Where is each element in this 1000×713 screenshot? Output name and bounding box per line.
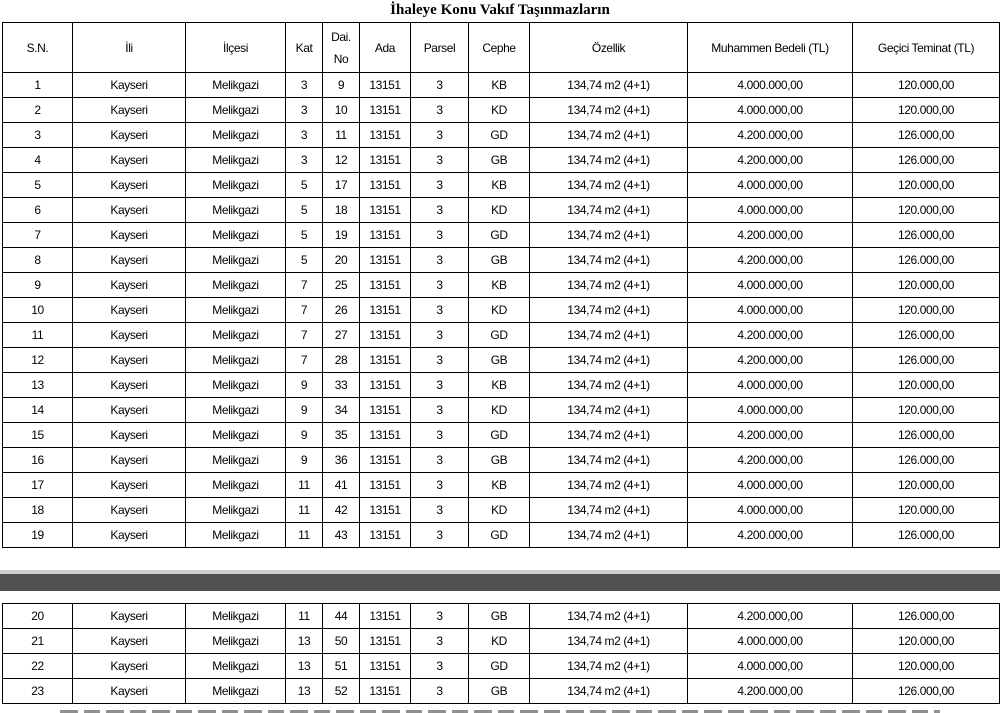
- cell-ilcesi: Melikgazi: [186, 148, 286, 173]
- cell-ili: Kayseri: [73, 148, 186, 173]
- table-row: [3, 298, 1000, 323]
- cell-ilcesi: Melikgazi: [186, 173, 286, 198]
- table-row: [3, 523, 1000, 548]
- table-body-page-2: [3, 604, 1000, 704]
- cell-ilcesi: Melikgazi: [186, 348, 286, 373]
- cell-kat: 9: [286, 448, 323, 473]
- cell-ili: Kayseri: [73, 198, 186, 223]
- header-ada: Ada: [360, 23, 411, 73]
- cell-ozellik: 134,74 m2 (4+1): [530, 423, 688, 448]
- header-ilcesi: İlçesi: [186, 23, 286, 73]
- cell-cephe: GB: [469, 148, 530, 173]
- cell-kat: 11: [286, 604, 323, 629]
- table-row: [3, 654, 1000, 679]
- cell-sn: 9: [3, 273, 73, 298]
- cell-ozellik: 134,74 m2 (4+1): [530, 123, 688, 148]
- cell-gecici-teminat: 126.000,00: [853, 223, 1000, 248]
- cell-cephe: KD: [469, 298, 530, 323]
- cell-daire-no: 44: [323, 604, 360, 629]
- cell-kat: 13: [286, 654, 323, 679]
- cell-parsel: 3: [411, 73, 469, 98]
- cell-kat: 7: [286, 323, 323, 348]
- cell-ada: 13151: [360, 423, 411, 448]
- cell-muhammen-bedeli: 4.000.000,00: [688, 73, 853, 98]
- table-row: [3, 473, 1000, 498]
- cell-cephe: GD: [469, 523, 530, 548]
- table-row: [3, 398, 1000, 423]
- cell-ozellik: 134,74 m2 (4+1): [530, 298, 688, 323]
- cell-gecici-teminat: 126.000,00: [853, 604, 1000, 629]
- cell-ili: Kayseri: [73, 123, 186, 148]
- cell-gecici-teminat: 120.000,00: [853, 298, 1000, 323]
- cell-ada: 13151: [360, 498, 411, 523]
- cell-daire-no: 43: [323, 523, 360, 548]
- cell-muhammen-bedeli: 4.000.000,00: [688, 273, 853, 298]
- table-row: [3, 629, 1000, 654]
- cell-gecici-teminat: 126.000,00: [853, 123, 1000, 148]
- table-row: [3, 423, 1000, 448]
- cell-ilcesi: Melikgazi: [186, 604, 286, 629]
- cell-cephe: GB: [469, 604, 530, 629]
- header-parsel: Parsel: [411, 23, 469, 73]
- cell-daire-no: 50: [323, 629, 360, 654]
- cell-ada: 13151: [360, 298, 411, 323]
- cell-ili: Kayseri: [73, 98, 186, 123]
- cell-muhammen-bedeli: 4.200.000,00: [688, 248, 853, 273]
- cell-ilcesi: Melikgazi: [186, 198, 286, 223]
- cell-gecici-teminat: 120.000,00: [853, 629, 1000, 654]
- cell-ozellik: 134,74 m2 (4+1): [530, 148, 688, 173]
- cell-parsel: 3: [411, 629, 469, 654]
- table-row: [3, 323, 1000, 348]
- cell-ili: Kayseri: [73, 273, 186, 298]
- cell-ilcesi: Melikgazi: [186, 98, 286, 123]
- cell-sn: 5: [3, 173, 73, 198]
- cell-ili: Kayseri: [73, 448, 186, 473]
- table-row: [3, 373, 1000, 398]
- cell-daire-no: 11: [323, 123, 360, 148]
- cell-muhammen-bedeli: 4.000.000,00: [688, 498, 853, 523]
- cell-daire-no: 27: [323, 323, 360, 348]
- cell-ili: Kayseri: [73, 604, 186, 629]
- cell-ili: Kayseri: [73, 223, 186, 248]
- table-row: [3, 73, 1000, 98]
- cell-ilcesi: Melikgazi: [186, 654, 286, 679]
- cell-ili: Kayseri: [73, 473, 186, 498]
- cell-ada: 13151: [360, 473, 411, 498]
- cell-ilcesi: Melikgazi: [186, 423, 286, 448]
- cell-cephe: GB: [469, 448, 530, 473]
- cell-ada: 13151: [360, 323, 411, 348]
- cell-ilcesi: Melikgazi: [186, 629, 286, 654]
- header-daire-no: [323, 23, 360, 73]
- cell-kat: 11: [286, 523, 323, 548]
- cell-ilcesi: Melikgazi: [186, 273, 286, 298]
- cell-ozellik: 134,74 m2 (4+1): [530, 473, 688, 498]
- cell-daire-no: 28: [323, 348, 360, 373]
- cell-parsel: 3: [411, 523, 469, 548]
- cell-cephe: GD: [469, 123, 530, 148]
- cell-daire-no: 34: [323, 398, 360, 423]
- cell-daire-no: 41: [323, 473, 360, 498]
- table-row: [3, 198, 1000, 223]
- cell-muhammen-bedeli: 4.200.000,00: [688, 348, 853, 373]
- cell-daire-no: 18: [323, 198, 360, 223]
- cell-sn: 12: [3, 348, 73, 373]
- cell-cephe: GB: [469, 679, 530, 704]
- property-table-page-2: [2, 603, 1000, 704]
- cell-ada: 13151: [360, 523, 411, 548]
- cell-sn: 10: [3, 298, 73, 323]
- cell-kat: 7: [286, 298, 323, 323]
- cell-sn: 20: [3, 604, 73, 629]
- cell-ada: 13151: [360, 148, 411, 173]
- cell-daire-no: 51: [323, 654, 360, 679]
- cell-gecici-teminat: 120.000,00: [853, 198, 1000, 223]
- cell-ada: 13151: [360, 173, 411, 198]
- cell-parsel: 3: [411, 398, 469, 423]
- cell-kat: 13: [286, 629, 323, 654]
- cell-ilcesi: Melikgazi: [186, 679, 286, 704]
- cell-ilcesi: Melikgazi: [186, 448, 286, 473]
- table-row: [3, 498, 1000, 523]
- cell-gecici-teminat: 120.000,00: [853, 373, 1000, 398]
- cell-parsel: 3: [411, 273, 469, 298]
- cell-ada: 13151: [360, 248, 411, 273]
- cell-cephe: KD: [469, 629, 530, 654]
- cell-kat: 13: [286, 679, 323, 704]
- cell-cephe: GD: [469, 423, 530, 448]
- cell-ili: Kayseri: [73, 73, 186, 98]
- cell-daire-no: 52: [323, 679, 360, 704]
- cell-gecici-teminat: 120.000,00: [853, 498, 1000, 523]
- cell-muhammen-bedeli: 4.200.000,00: [688, 123, 853, 148]
- cell-sn: 15: [3, 423, 73, 448]
- cell-sn: 13: [3, 373, 73, 398]
- cell-muhammen-bedeli: 4.200.000,00: [688, 148, 853, 173]
- cell-gecici-teminat: 126.000,00: [853, 323, 1000, 348]
- cell-sn: 7: [3, 223, 73, 248]
- cell-cephe: GD: [469, 223, 530, 248]
- cell-cephe: KB: [469, 373, 530, 398]
- cell-gecici-teminat: 126.000,00: [853, 679, 1000, 704]
- cell-ada: 13151: [360, 73, 411, 98]
- cell-kat: 9: [286, 423, 323, 448]
- cell-ada: 13151: [360, 448, 411, 473]
- cell-daire-no: 17: [323, 173, 360, 198]
- cell-ili: Kayseri: [73, 348, 186, 373]
- cell-ili: Kayseri: [73, 298, 186, 323]
- cell-ili: Kayseri: [73, 323, 186, 348]
- cell-ilcesi: Melikgazi: [186, 523, 286, 548]
- cell-cephe: KD: [469, 398, 530, 423]
- property-table-page-1: [2, 22, 1000, 548]
- cell-ili: Kayseri: [73, 523, 186, 548]
- cell-gecici-teminat: 120.000,00: [853, 273, 1000, 298]
- cell-gecici-teminat: 126.000,00: [853, 248, 1000, 273]
- cell-daire-no: 42: [323, 498, 360, 523]
- cell-ozellik: 134,74 m2 (4+1): [530, 448, 688, 473]
- cell-muhammen-bedeli: 4.200.000,00: [688, 423, 853, 448]
- header-daire-no-line2: No: [333, 51, 349, 66]
- cell-ili: Kayseri: [73, 654, 186, 679]
- cell-kat: 5: [286, 198, 323, 223]
- cell-sn: 18: [3, 498, 73, 523]
- cell-cephe: KB: [469, 473, 530, 498]
- cell-muhammen-bedeli: 4.200.000,00: [688, 604, 853, 629]
- cell-kat: 5: [286, 173, 323, 198]
- cell-gecici-teminat: 126.000,00: [853, 523, 1000, 548]
- cell-gecici-teminat: 126.000,00: [853, 423, 1000, 448]
- cell-parsel: 3: [411, 98, 469, 123]
- cell-sn: 4: [3, 148, 73, 173]
- cell-ozellik: 134,74 m2 (4+1): [530, 679, 688, 704]
- table-row: [3, 173, 1000, 198]
- cell-muhammen-bedeli: 4.000.000,00: [688, 654, 853, 679]
- cell-ilcesi: Melikgazi: [186, 223, 286, 248]
- cell-cephe: KD: [469, 498, 530, 523]
- cell-ilcesi: Melikgazi: [186, 473, 286, 498]
- cell-ozellik: 134,74 m2 (4+1): [530, 348, 688, 373]
- cell-kat: 9: [286, 373, 323, 398]
- cell-ada: 13151: [360, 654, 411, 679]
- table-row: [3, 98, 1000, 123]
- header-ozellik: Özellik: [530, 23, 688, 73]
- cell-sn: 21: [3, 629, 73, 654]
- cell-muhammen-bedeli: 4.000.000,00: [688, 473, 853, 498]
- cell-ada: 13151: [360, 398, 411, 423]
- cell-parsel: 3: [411, 604, 469, 629]
- cell-ilcesi: Melikgazi: [186, 123, 286, 148]
- cell-ilcesi: Melikgazi: [186, 498, 286, 523]
- table-row: [3, 348, 1000, 373]
- cell-ozellik: 134,74 m2 (4+1): [530, 629, 688, 654]
- cell-muhammen-bedeli: 4.000.000,00: [688, 298, 853, 323]
- cell-kat: 3: [286, 73, 323, 98]
- cell-kat: 7: [286, 348, 323, 373]
- table-row: [3, 273, 1000, 298]
- cell-muhammen-bedeli: 4.000.000,00: [688, 398, 853, 423]
- cell-daire-no: 12: [323, 148, 360, 173]
- cell-sn: 19: [3, 523, 73, 548]
- cell-ozellik: 134,74 m2 (4+1): [530, 248, 688, 273]
- cell-kat: 11: [286, 498, 323, 523]
- cell-daire-no: 36: [323, 448, 360, 473]
- cell-parsel: 3: [411, 198, 469, 223]
- cell-ada: 13151: [360, 198, 411, 223]
- cell-parsel: 3: [411, 223, 469, 248]
- header-cephe: Cephe: [469, 23, 530, 73]
- table-row: [3, 148, 1000, 173]
- cell-parsel: 3: [411, 423, 469, 448]
- cell-parsel: 3: [411, 248, 469, 273]
- cell-cephe: GD: [469, 654, 530, 679]
- cell-daire-no: 26: [323, 298, 360, 323]
- cell-parsel: 3: [411, 473, 469, 498]
- cell-ilcesi: Melikgazi: [186, 298, 286, 323]
- cell-daire-no: 10: [323, 98, 360, 123]
- cell-parsel: 3: [411, 654, 469, 679]
- cell-ada: 13151: [360, 679, 411, 704]
- cell-daire-no: 19: [323, 223, 360, 248]
- cut-off-text-line: [0, 706, 1000, 713]
- cell-parsel: 3: [411, 348, 469, 373]
- cell-kat: 3: [286, 148, 323, 173]
- cell-muhammen-bedeli: 4.200.000,00: [688, 323, 853, 348]
- cell-ili: Kayseri: [73, 679, 186, 704]
- cell-cephe: KB: [469, 273, 530, 298]
- table-row: [3, 679, 1000, 704]
- cell-ada: 13151: [360, 604, 411, 629]
- cell-ozellik: 134,74 m2 (4+1): [530, 604, 688, 629]
- cell-sn: 2: [3, 98, 73, 123]
- cell-muhammen-bedeli: 4.000.000,00: [688, 198, 853, 223]
- cell-sn: 23: [3, 679, 73, 704]
- cell-muhammen-bedeli: 4.200.000,00: [688, 223, 853, 248]
- cell-sn: 11: [3, 323, 73, 348]
- cell-ili: Kayseri: [73, 373, 186, 398]
- header-muhammen-bedeli: Muhammen Bedeli (TL): [688, 23, 853, 73]
- cell-ili: Kayseri: [73, 173, 186, 198]
- table-row: [3, 223, 1000, 248]
- cell-sn: 1: [3, 73, 73, 98]
- table-row: [3, 123, 1000, 148]
- cell-daire-no: 33: [323, 373, 360, 398]
- cell-parsel: 3: [411, 498, 469, 523]
- table-row: [3, 248, 1000, 273]
- cell-kat: 5: [286, 223, 323, 248]
- cell-muhammen-bedeli: 4.000.000,00: [688, 98, 853, 123]
- cell-ilcesi: Melikgazi: [186, 73, 286, 98]
- cell-gecici-teminat: 120.000,00: [853, 398, 1000, 423]
- cell-kat: 9: [286, 398, 323, 423]
- cell-ilcesi: Melikgazi: [186, 398, 286, 423]
- table-row: [3, 604, 1000, 629]
- cell-ozellik: 134,74 m2 (4+1): [530, 498, 688, 523]
- table-body-page-1: [3, 73, 1000, 548]
- cell-gecici-teminat: 120.000,00: [853, 98, 1000, 123]
- header-daire-no-line1: Dai.: [331, 29, 351, 44]
- cell-ilcesi: Melikgazi: [186, 373, 286, 398]
- cell-gecici-teminat: 120.000,00: [853, 73, 1000, 98]
- cell-ilcesi: Melikgazi: [186, 248, 286, 273]
- cell-ilcesi: Melikgazi: [186, 323, 286, 348]
- cell-ada: 13151: [360, 273, 411, 298]
- cell-cephe: GD: [469, 323, 530, 348]
- cell-kat: 3: [286, 98, 323, 123]
- cell-ada: 13151: [360, 98, 411, 123]
- cell-parsel: 3: [411, 448, 469, 473]
- cell-ozellik: 134,74 m2 (4+1): [530, 323, 688, 348]
- cell-ozellik: 134,74 m2 (4+1): [530, 654, 688, 679]
- cell-muhammen-bedeli: 4.200.000,00: [688, 679, 853, 704]
- cell-ozellik: 134,74 m2 (4+1): [530, 523, 688, 548]
- cell-sn: 16: [3, 448, 73, 473]
- cell-daire-no: 9: [323, 73, 360, 98]
- cell-parsel: 3: [411, 298, 469, 323]
- cell-muhammen-bedeli: 4.200.000,00: [688, 448, 853, 473]
- cell-gecici-teminat: 120.000,00: [853, 654, 1000, 679]
- cell-parsel: 3: [411, 373, 469, 398]
- cell-ozellik: 134,74 m2 (4+1): [530, 98, 688, 123]
- cell-ada: 13151: [360, 348, 411, 373]
- cell-cephe: KB: [469, 73, 530, 98]
- cell-muhammen-bedeli: 4.000.000,00: [688, 173, 853, 198]
- cell-sn: 14: [3, 398, 73, 423]
- cell-ili: Kayseri: [73, 423, 186, 448]
- header-gecici-teminat: Geçici Teminat (TL): [853, 23, 1000, 73]
- cell-ada: 13151: [360, 629, 411, 654]
- cell-cephe: KD: [469, 98, 530, 123]
- cell-sn: 6: [3, 198, 73, 223]
- cell-kat: 7: [286, 273, 323, 298]
- cell-parsel: 3: [411, 173, 469, 198]
- page-separator: [0, 574, 1000, 591]
- cell-sn: 17: [3, 473, 73, 498]
- cell-ili: Kayseri: [73, 248, 186, 273]
- cell-gecici-teminat: 126.000,00: [853, 148, 1000, 173]
- table-row: [3, 448, 1000, 473]
- cell-ozellik: 134,74 m2 (4+1): [530, 373, 688, 398]
- cell-daire-no: 25: [323, 273, 360, 298]
- cell-parsel: 3: [411, 123, 469, 148]
- cell-parsel: 3: [411, 679, 469, 704]
- cell-parsel: 3: [411, 148, 469, 173]
- table-header-row: [3, 23, 1000, 73]
- cell-muhammen-bedeli: 4.000.000,00: [688, 629, 853, 654]
- cell-cephe: GB: [469, 248, 530, 273]
- cell-ili: Kayseri: [73, 498, 186, 523]
- cell-cephe: KD: [469, 198, 530, 223]
- cell-daire-no: 35: [323, 423, 360, 448]
- cell-sn: 3: [3, 123, 73, 148]
- cell-ozellik: 134,74 m2 (4+1): [530, 273, 688, 298]
- cell-gecici-teminat: 126.000,00: [853, 348, 1000, 373]
- header-kat: Kat: [286, 23, 323, 73]
- cell-ada: 13151: [360, 123, 411, 148]
- header-ili: İli: [73, 23, 186, 73]
- header-sn: S.N.: [3, 23, 73, 73]
- cell-parsel: 3: [411, 323, 469, 348]
- cell-ili: Kayseri: [73, 629, 186, 654]
- cell-kat: 5: [286, 248, 323, 273]
- cell-ozellik: 134,74 m2 (4+1): [530, 73, 688, 98]
- cell-ozellik: 134,74 m2 (4+1): [530, 398, 688, 423]
- cell-sn: 22: [3, 654, 73, 679]
- cell-gecici-teminat: 120.000,00: [853, 173, 1000, 198]
- cell-ili: Kayseri: [73, 398, 186, 423]
- cell-ozellik: 134,74 m2 (4+1): [530, 173, 688, 198]
- cell-gecici-teminat: 120.000,00: [853, 473, 1000, 498]
- cell-sn: 8: [3, 248, 73, 273]
- cell-gecici-teminat: 126.000,00: [853, 448, 1000, 473]
- cell-kat: 11: [286, 473, 323, 498]
- cell-ada: 13151: [360, 373, 411, 398]
- cell-muhammen-bedeli: 4.200.000,00: [688, 523, 853, 548]
- cell-cephe: KB: [469, 173, 530, 198]
- cell-kat: 3: [286, 123, 323, 148]
- cell-muhammen-bedeli: 4.000.000,00: [688, 373, 853, 398]
- document-title: İhaleye Konu Vakıf Taşınmazların: [390, 2, 610, 18]
- cell-ada: 13151: [360, 223, 411, 248]
- cell-cephe: GB: [469, 348, 530, 373]
- cell-ozellik: 134,74 m2 (4+1): [530, 223, 688, 248]
- cell-ozellik: 134,74 m2 (4+1): [530, 198, 688, 223]
- cell-daire-no: 20: [323, 248, 360, 273]
